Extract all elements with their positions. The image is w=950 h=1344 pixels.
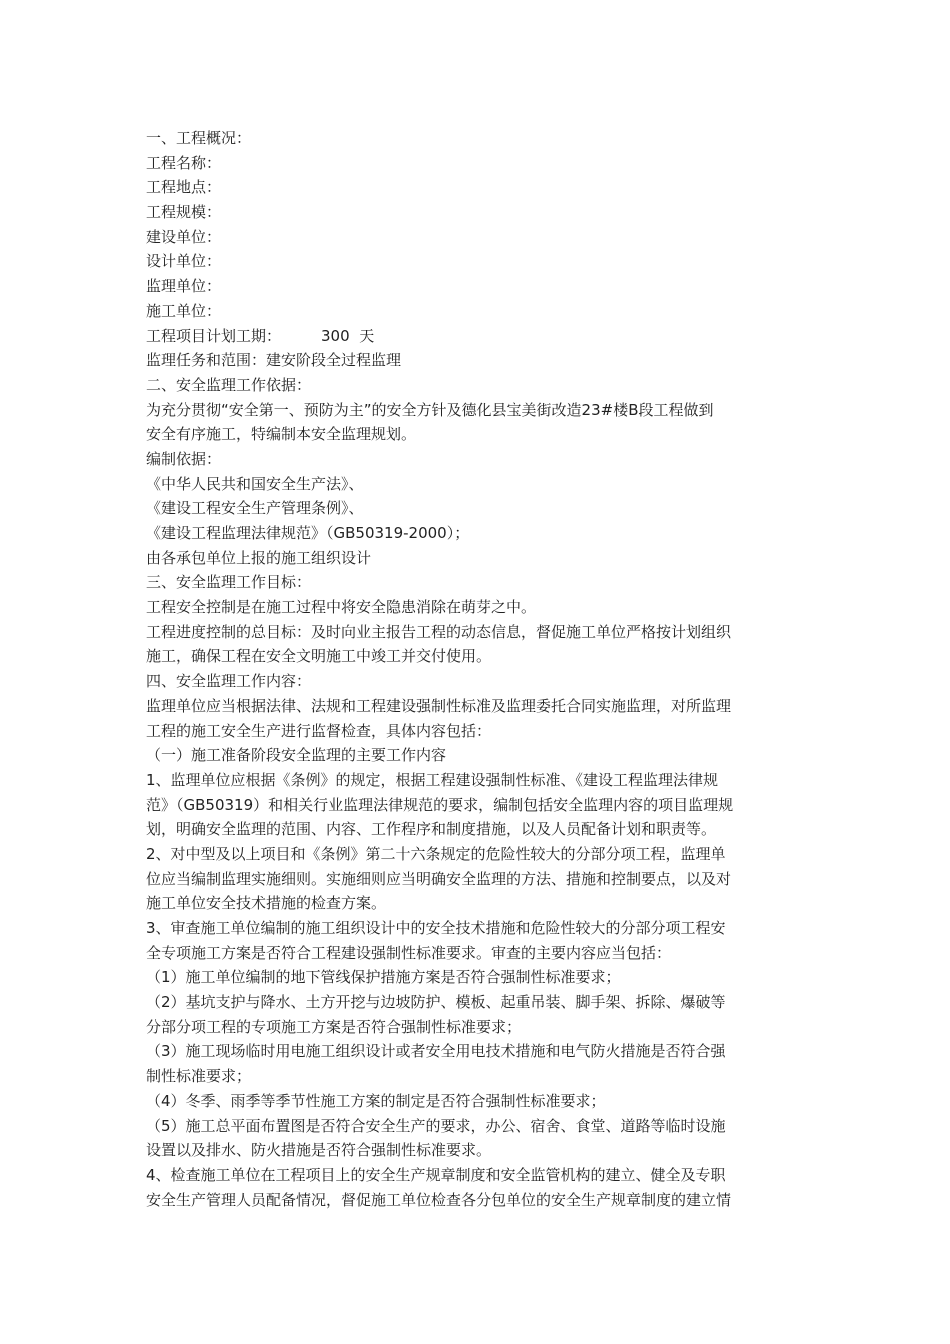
paragraph-line: 监理单位应当根据法律、法规和工程建设强制性标准及监理委托合同实施监理，对所监理 bbox=[146, 696, 732, 715]
duration-unit: 天 bbox=[359, 326, 375, 345]
field-project-name: 工程名称： bbox=[146, 153, 222, 172]
section-heading-1: 一、工程概况： bbox=[146, 129, 252, 147]
field-construction-unit: 施工单位： bbox=[146, 301, 222, 320]
paragraph-line: 2、对中型及以上项目和《条例》第二十六条规定的危险性较大的分部分项工程，监理单 bbox=[146, 844, 726, 863]
document-page bbox=[146, 126, 816, 1212]
list-item: （1）施工单位编制的地下管线保护措施方案是否符合强制性标准要求； bbox=[146, 968, 621, 987]
paragraph-line: 施工，确保工程在安全文明施工中竣工并交付使用。 bbox=[146, 647, 492, 666]
paragraph-line: 工程安全控制是在施工过程中将安全隐患消除在萌芽之中。 bbox=[146, 598, 537, 617]
basis-item: 《中华人民共和国安全生产法》、 bbox=[146, 474, 364, 493]
list-item: 分部分项工程的专项施工方案是否符合强制性标准要求； bbox=[146, 1017, 522, 1036]
field-project-location: 工程地点： bbox=[146, 178, 222, 197]
section-heading-2: 二、安全监理工作依据： bbox=[146, 375, 312, 394]
field-owner-unit: 建设单位： bbox=[146, 227, 222, 246]
subsection-heading: （一）施工准备阶段安全监理的主要工作内容 bbox=[146, 746, 447, 765]
basis-item: 《建设工程安全生产管理条例》、 bbox=[146, 499, 364, 518]
paragraph-line: 位应当编制监理实施细则。实施细则应当明确安全监理的方法、措施和控制要点，以及对 bbox=[146, 869, 732, 888]
paragraph-line: 3、审查施工单位编制的施工组织设计中的安全技术措施和危险性较大的分部分项工程安 bbox=[146, 919, 726, 937]
list-item: （5）施工总平面布置图是否符合安全生产的要求，办公、宿舍、食堂、道路等临时设施 bbox=[146, 1116, 726, 1135]
list-item: 制性标准要求； bbox=[146, 1067, 252, 1086]
paragraph-line: 范》（GB50319）和相关行业监理法律规范的要求，编制包括安全监理内容的项目监理规 bbox=[146, 795, 734, 814]
paragraph-line: 安全有序施工，特编制本安全监理规划。 bbox=[146, 425, 417, 444]
list-item: （4）冬季、雨季等季节性施工方案的制定是否符合强制性标准要求； bbox=[146, 1091, 606, 1110]
duration-label: 工程项目计划工期： bbox=[146, 326, 282, 345]
paragraph-line: 工程进度控制的总目标：及时向业主报告工程的动态信息，督促施工单位严格按计划组织 bbox=[146, 622, 732, 641]
basis-item: 由各承包单位上报的施工组织设计 bbox=[146, 548, 372, 567]
paragraph-line: 1、监理单位应根据《条例》的规定，根据工程建设强制性标准、《建设工程监理法律规 bbox=[146, 770, 719, 789]
paragraph-line: 全专项施工方案是否符合工程建设强制性标准要求。审查的主要内容应当包括： bbox=[146, 943, 672, 962]
paragraph-line: 安全生产管理人员配备情况，督促施工单位检查各分包单位的安全生产规章制度的建立情 bbox=[146, 1190, 732, 1209]
duration-value: 300 bbox=[321, 326, 350, 345]
field-planned-duration bbox=[146, 324, 816, 349]
section-heading-4: 四、安全监理工作内容： bbox=[146, 672, 312, 691]
field-supervision-unit: 监理单位： bbox=[146, 277, 222, 296]
basis-item: 《建设工程监理法律规范》（GB50319-2000）； bbox=[146, 524, 470, 542]
paragraph-line: 工程的施工安全生产进行监督检查，具体内容包括： bbox=[146, 721, 492, 740]
paragraph-line: 为充分贯彻“安全第一、预防为主”的安全方针及德化县宝美街改造23#楼B段工程做到 bbox=[146, 400, 714, 419]
paragraph-line: 4、检查施工单位在工程项目上的安全生产规章制度和安全监管机构的建立、健全及专职 bbox=[146, 1165, 726, 1184]
basis-heading: 编制依据： bbox=[146, 449, 222, 468]
field-design-unit: 设计单位： bbox=[146, 252, 222, 271]
list-item: （3）施工现场临时用电施工组织设计或者安全用电技术措施和电气防火措施是否符合强 bbox=[146, 1042, 726, 1061]
paragraph-line: 施工单位安全技术措施的检查方案。 bbox=[146, 894, 387, 913]
field-supervision-scope: 监理任务和范围：建安阶段全过程监理 bbox=[146, 351, 402, 370]
section-heading-3: 三、安全监理工作目标： bbox=[146, 573, 312, 592]
list-item: （2）基坑支护与降水、土方开挖与边坡防护、模板、起重吊装、脚手架、拆除、爆破等 bbox=[146, 993, 726, 1012]
list-item: 设置以及排水、防火措施是否符合强制性标准要求。 bbox=[146, 1141, 492, 1160]
field-project-scale: 工程规模： bbox=[146, 203, 222, 222]
paragraph-line: 划，明确安全监理的范围、内容、工作程序和制度措施，以及人员配备计划和职责等。 bbox=[146, 820, 717, 839]
